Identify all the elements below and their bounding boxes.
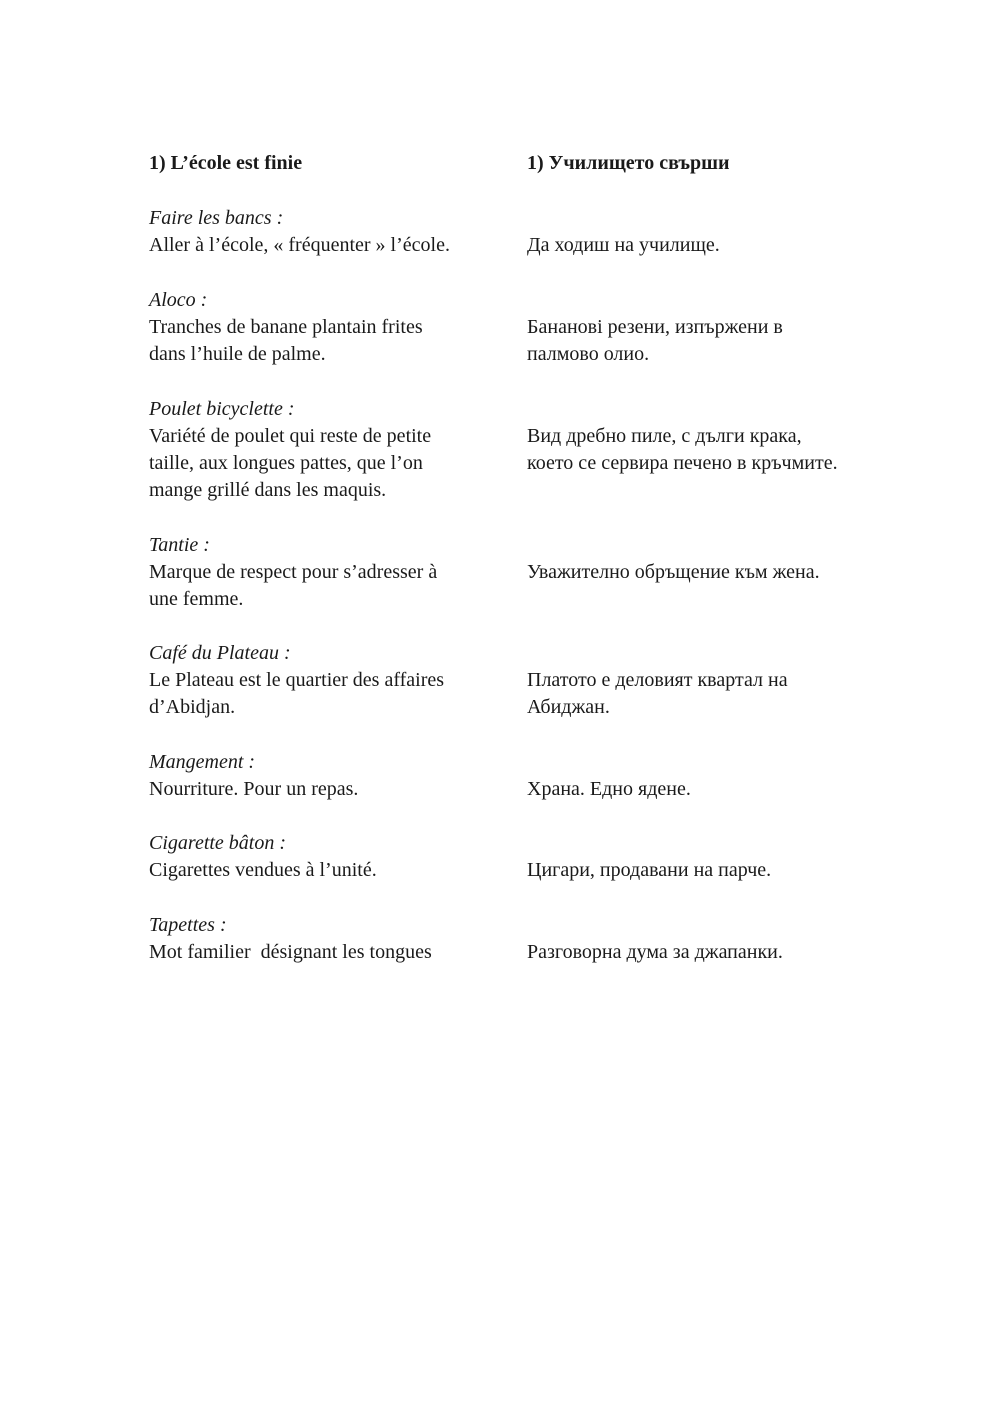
- bulgarian-definition-line: Да ходиш на училище.: [527, 234, 720, 256]
- glossary-entry-bulgarian: [527, 423, 887, 477]
- glossary-entry-french: [149, 287, 499, 368]
- bulgarian-definition-line: Вид дребно пиле, с дълги крака,: [527, 425, 802, 447]
- glossary-entry-french: [149, 640, 499, 721]
- bulgarian-definition-line: което се сервира печено в кръчмите.: [527, 452, 838, 474]
- glossary-entry-bulgarian: [527, 232, 887, 259]
- glossary-entry-bulgarian: [527, 314, 887, 368]
- glossary-term: Café du Plateau :: [149, 642, 291, 664]
- glossary-term: Poulet bicyclette :: [149, 398, 295, 420]
- french-definition-line: Nourriture. Pour un repas.: [149, 778, 359, 800]
- bulgarian-definition-line: Платото е деловият квартал на: [527, 669, 788, 691]
- glossary-entry-french: [149, 830, 499, 884]
- french-definition-line: Variété de poulet qui reste de petite: [149, 425, 432, 447]
- french-definition-line: Tranches de banane plantain frites: [149, 316, 423, 338]
- glossary-entry-french: [149, 396, 499, 504]
- french-definition-line: dans l’huile de palme.: [149, 343, 326, 365]
- french-definition-line: Mot familier désignant les tongues: [149, 941, 432, 963]
- french-definition-line: mange grillé dans les maquis.: [149, 479, 387, 501]
- bulgarian-heading: 1) Училището свърши: [527, 152, 730, 174]
- french-definition-line: Marque de respect pour s’adresser à: [149, 561, 438, 583]
- glossary-term: Tantie :: [149, 534, 210, 556]
- bulgarian-definition-line: палмово олио.: [527, 343, 650, 365]
- glossary-term: Tapettes :: [149, 914, 227, 936]
- glossary-term: Aloco :: [149, 289, 208, 311]
- glossary-term: Mangement :: [149, 751, 256, 773]
- bulgarian-definition-line: Банановi резени, изпържени в: [527, 316, 783, 338]
- french-definition-line: Le Plateau est le quartier des affaires: [149, 669, 445, 691]
- french-definition-line: Cigarettes vendues à l’unité.: [149, 859, 377, 881]
- glossary-entry-french: [149, 532, 499, 613]
- glossary-entry-french: [149, 912, 499, 966]
- glossary-entry-bulgarian: [527, 776, 887, 803]
- french-heading: 1) L’école est finie: [149, 152, 303, 174]
- bulgarian-definition-line: Абиджан.: [527, 696, 610, 718]
- bulgarian-definition-line: Разговорна дума за джапанки.: [527, 941, 783, 963]
- glossary-term: Faire les bancs :: [149, 207, 284, 229]
- glossary-term: Cigarette bâton :: [149, 832, 287, 854]
- french-definition-line: taille, aux longues pattes, que l’on: [149, 452, 423, 474]
- glossary-entry-french: [149, 205, 499, 259]
- french-definition-line: d’Abidjan.: [149, 696, 236, 718]
- french-definition-line: une femme.: [149, 588, 244, 610]
- glossary-entry-french: [149, 749, 499, 803]
- glossary-entry-bulgarian: [527, 559, 887, 586]
- bulgarian-definition-line: Храна. Едно ядене.: [527, 778, 691, 800]
- glossary-entry-bulgarian: [527, 939, 887, 966]
- glossary-entry-bulgarian: [527, 857, 887, 884]
- bulgarian-definition-line: Уважително обръщение към жена.: [527, 561, 820, 583]
- glossary-entry-bulgarian: [527, 667, 887, 721]
- french-definition-line: Aller à l’école, « fréquenter » l’école.: [149, 234, 450, 256]
- bulgarian-definition-line: Цигари, продавани на парче.: [527, 859, 772, 881]
